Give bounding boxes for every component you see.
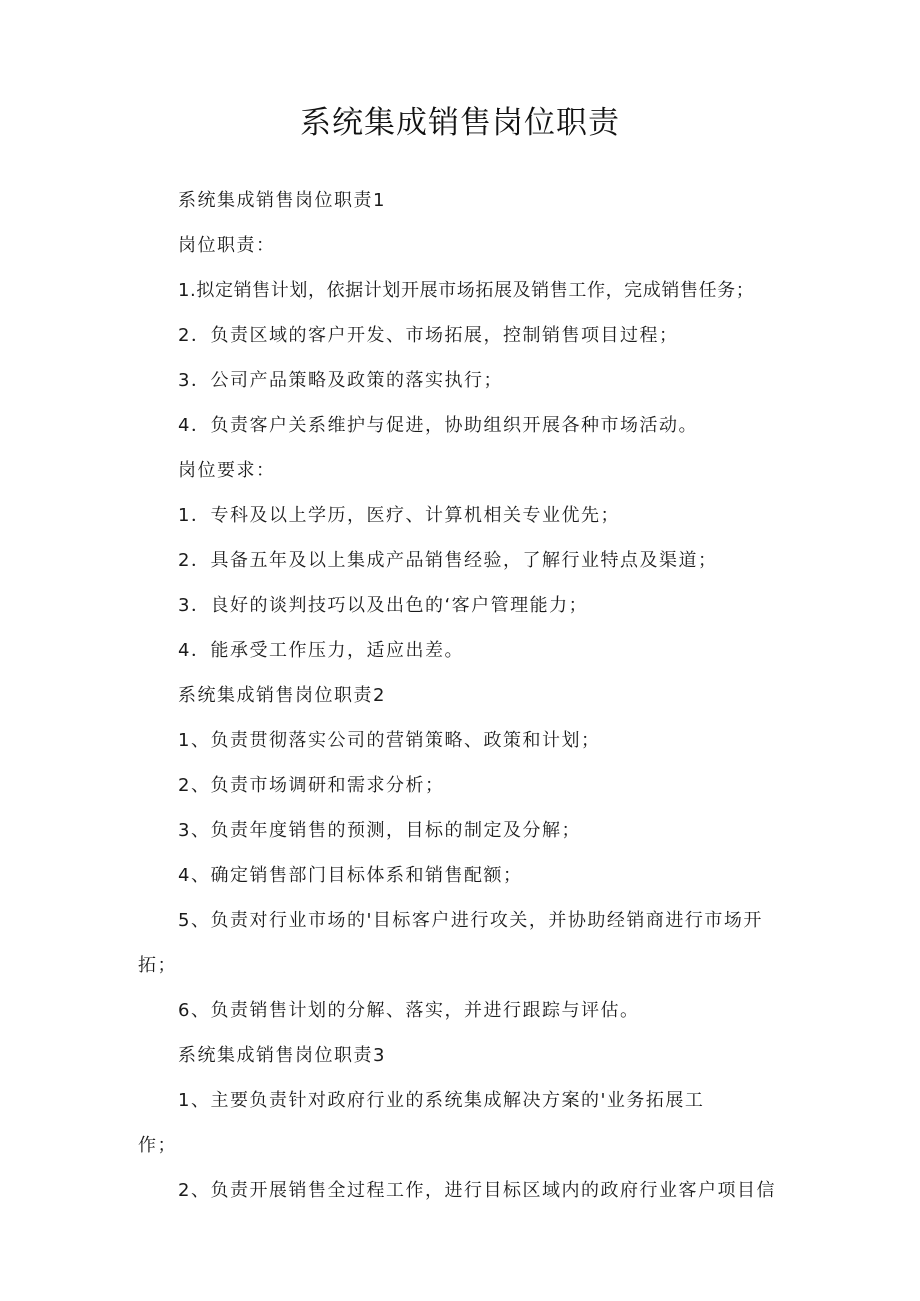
subheading-duties: 岗位职责：: [178, 235, 276, 256]
list-item: 6、负责销售计划的分解、落实，并进行跟踪与评估。: [178, 1000, 640, 1021]
list-item: 4．能承受工作压力，适应出差。: [178, 640, 464, 661]
list-item: 2、负责开展销售全过程工作，进行目标区域内的政府行业客户项目信: [178, 1180, 776, 1201]
list-item: 3、负责年度销售的预测，目标的制定及分解；: [178, 820, 581, 841]
list-item: 1、负责贯彻落实公司的营销策略、政策和计划；: [178, 730, 601, 751]
subheading-requirements: 岗位要求：: [178, 460, 276, 481]
list-item: 4、确定销售部门目标体系和销售配额；: [178, 865, 523, 886]
list-item: 1.拟定销售计划，依据计划开展市场拓展及销售工作，完成销售任务；: [178, 280, 755, 301]
list-item: 5、负责对行业市场的'目标客户进行攻关，并协助经销商进行市场开: [178, 910, 763, 931]
document-title: 系统集成销售岗位职责: [300, 105, 620, 141]
list-item: 4．负责客户关系维护与促进，协助组织开展各种市场活动。: [178, 415, 698, 436]
list-item: 2．具备五年及以上集成产品销售经验，了解行业特点及渠道；: [178, 550, 718, 571]
list-item: 3．公司产品策略及政策的落实执行；: [178, 370, 503, 391]
section-heading-2: 系统集成销售岗位职责2: [178, 685, 386, 706]
document-body: [138, 178, 803, 1213]
list-item: 2、负责市场调研和需求分析；: [178, 775, 445, 796]
list-item-continuation: 作；: [138, 1135, 177, 1156]
list-item: 3．良好的谈判技巧以及出色的‘客户管理能力；: [178, 595, 589, 616]
list-item-continuation: 拓；: [138, 955, 177, 976]
list-item: 1、主要负责针对政府行业的系统集成解决方案的'业务拓展工: [178, 1090, 705, 1111]
list-item: 2．负责区域的客户开发、市场拓展，控制销售项目过程；: [178, 325, 679, 346]
list-item: 1．专科及以上学历，医疗、计算机相关专业优先；: [178, 505, 620, 526]
section-heading-3: 系统集成销售岗位职责3: [178, 1045, 386, 1066]
section-heading-1: 系统集成销售岗位职责1: [178, 190, 386, 211]
